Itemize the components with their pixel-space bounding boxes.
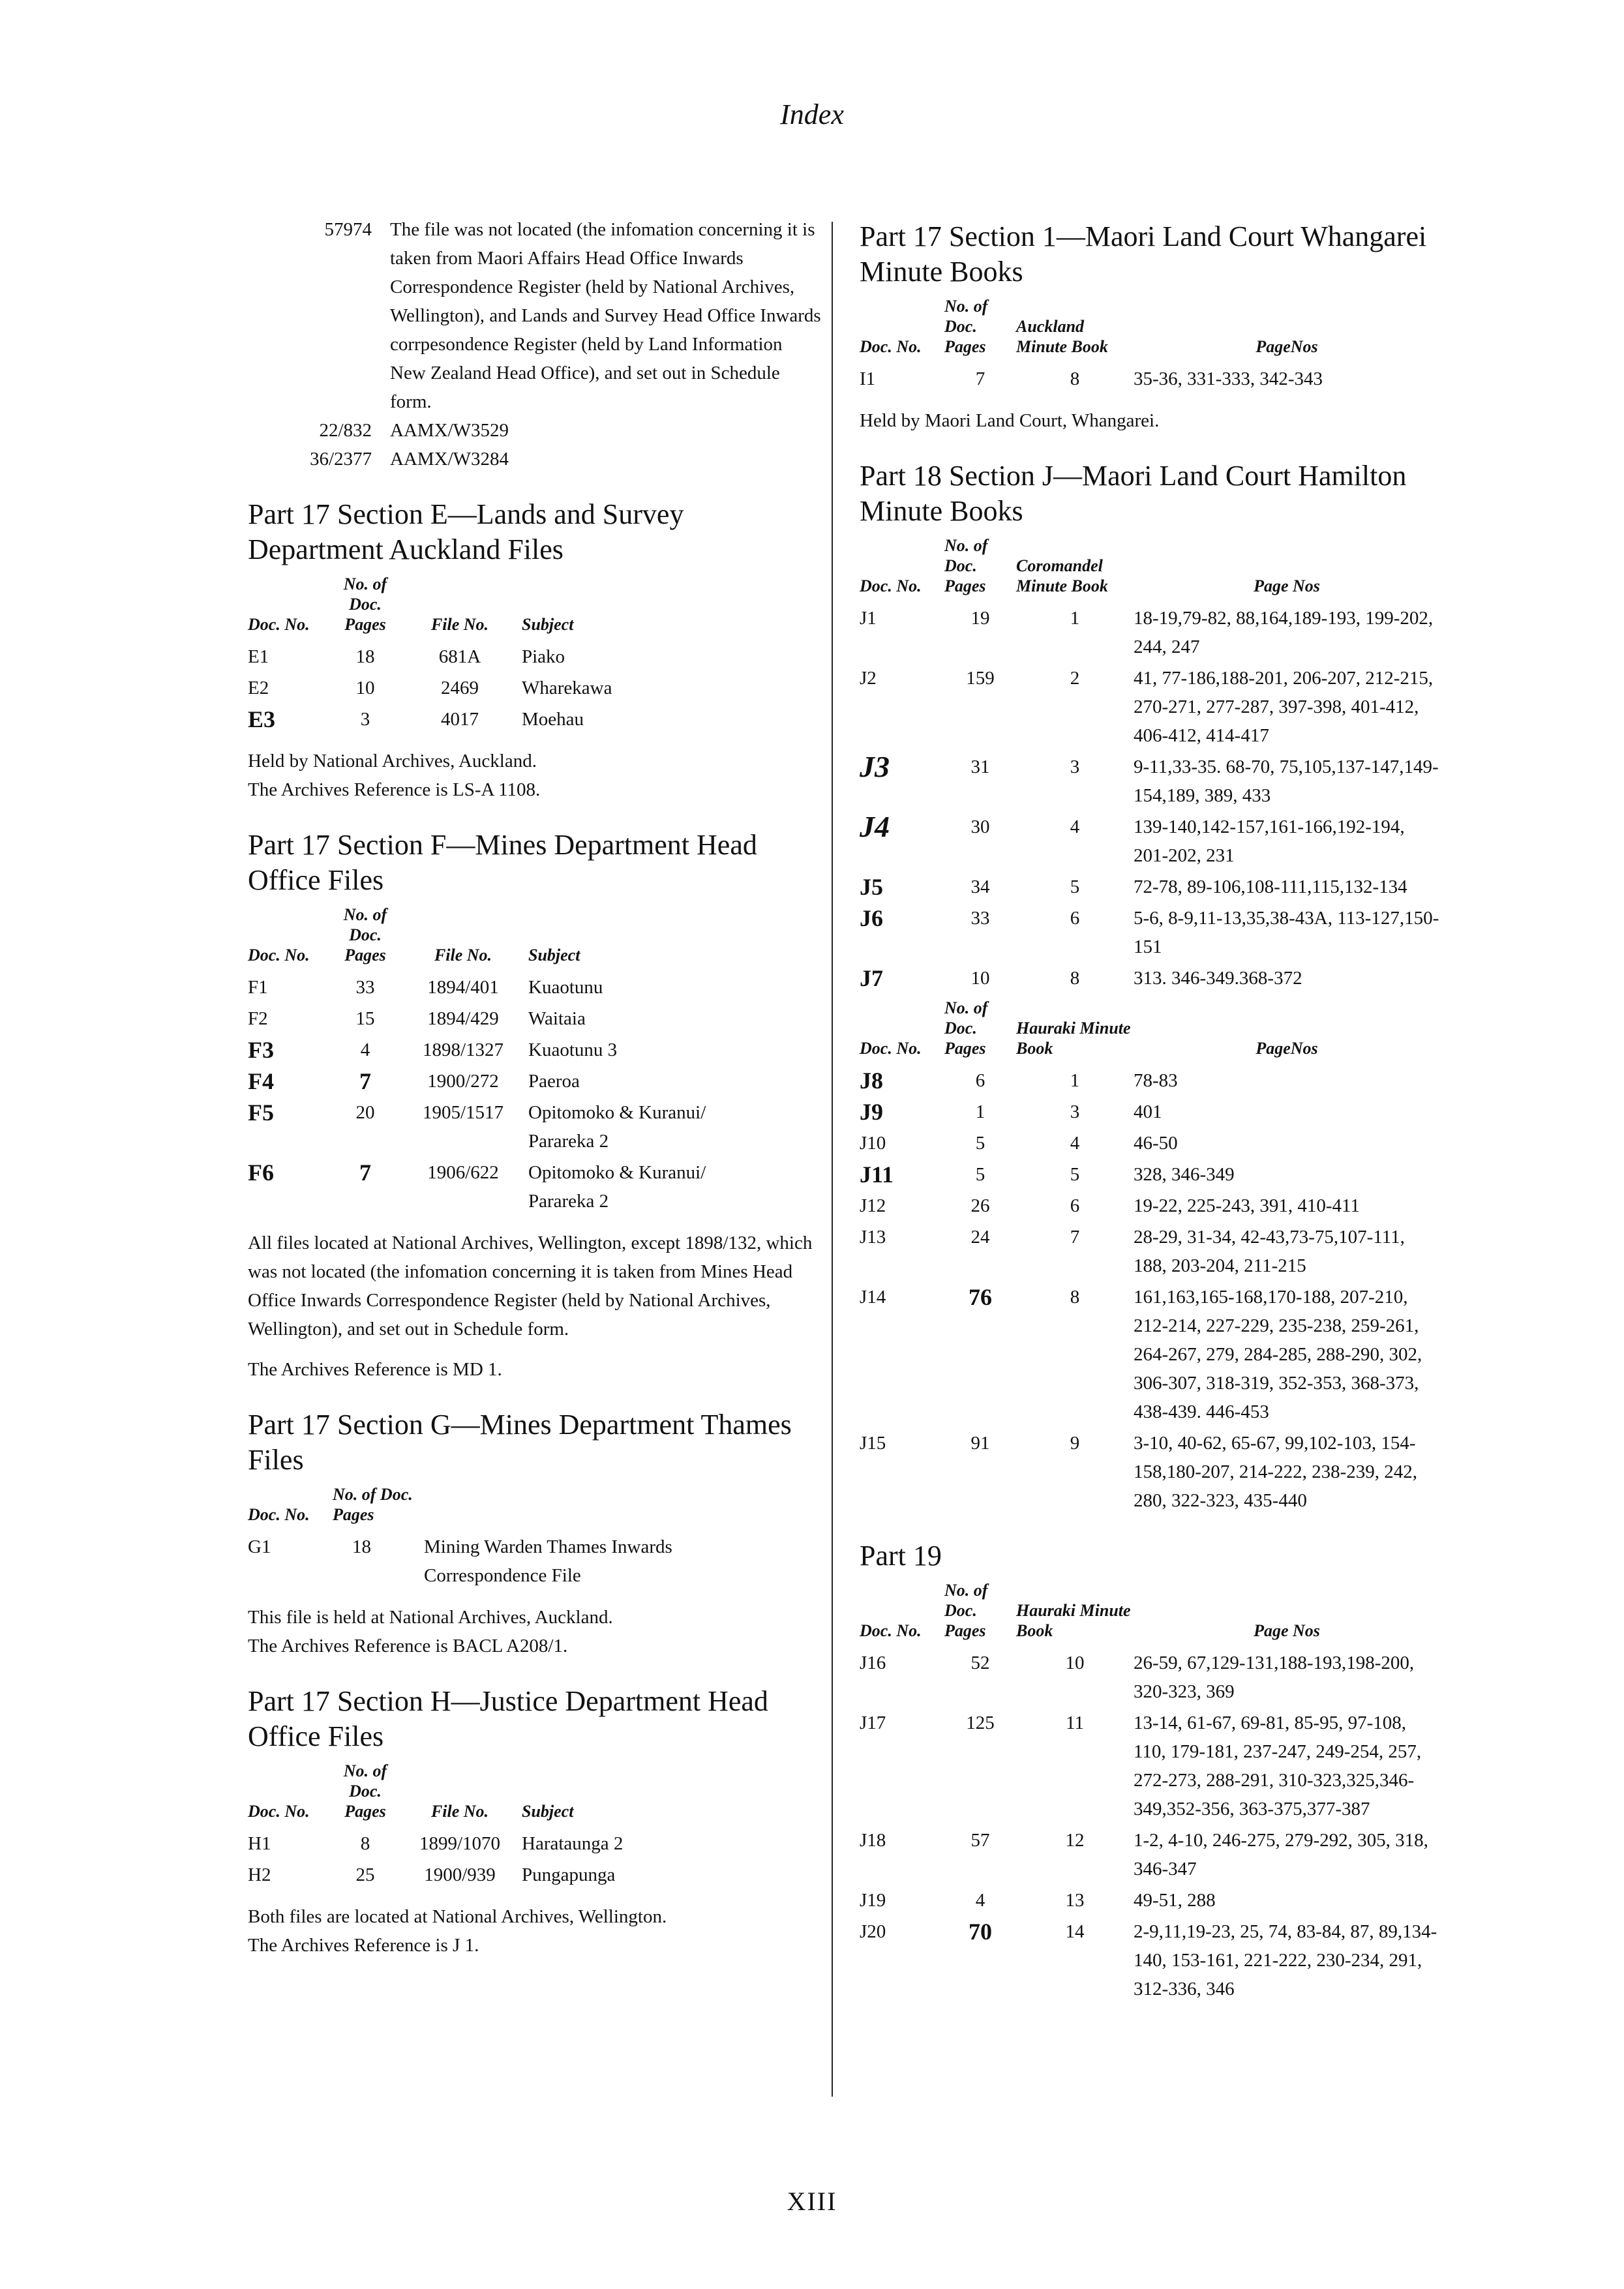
col-header: Hauraki Minute Book [1016, 1019, 1131, 1058]
table-row [248, 972, 763, 1003]
file-no: 4017 [441, 709, 479, 730]
top-notes [248, 215, 822, 473]
doc-no: J19 [860, 1890, 886, 1911]
doc-pages: 18 [355, 646, 375, 667]
section-title: Part 17 Section G—Mines Department Thames Files [248, 1409, 792, 1476]
file-no: 1900/939 [424, 1864, 496, 1885]
page-nos: 3-10, 40-62, 65-67, 99,102-103, 154-158,180-207, 214-222, 238-239, 242, 280, 322-323, 435-440 [1134, 1433, 1417, 1511]
doc-pages: 4 [975, 1890, 985, 1911]
table-row [248, 1066, 763, 1097]
table-row [248, 1157, 763, 1217]
note-id: 57974 [324, 219, 372, 240]
page-nos: 19-22, 225-243, 391, 410-411 [1134, 1195, 1360, 1216]
col-header: Doc. No. [860, 337, 922, 356]
table-row [860, 1885, 1440, 1916]
page-nos: 161,163,165-168,170-188, 207-210, 212-214, 227-229, 235-238, 259-261, 264-267, 279, 284-285, 288-290, 302, 306-307, 318-319, 352-353, 368-373, 438-439. 446-453 [1134, 1287, 1422, 1422]
table-row [860, 1281, 1440, 1428]
table-row [248, 1859, 744, 1891]
doc-no: J18 [860, 1830, 886, 1851]
doc-pages: 18 [352, 1536, 371, 1557]
doc-pages: 10 [970, 968, 990, 989]
col-header: Page Nos [1254, 1621, 1320, 1640]
doc-no: J11 [860, 1161, 894, 1188]
doc-no: J17 [860, 1713, 886, 1733]
doc-pages: 15 [355, 1008, 375, 1029]
table-row [248, 1003, 763, 1034]
note-line: Held by Maori Land Court, Whangarei. [860, 410, 1160, 431]
section-g [248, 1407, 822, 1660]
doc-pages: 25 [355, 1864, 375, 1885]
doc-pages: 125 [966, 1713, 995, 1733]
section-table [248, 1484, 789, 1591]
file-no: 1898/1327 [422, 1040, 504, 1060]
doc-pages: 57 [970, 1830, 990, 1851]
doc-no: J5 [860, 874, 883, 900]
page-nos: 313. 346-349.368-372 [1134, 968, 1302, 989]
table-row [860, 363, 1440, 395]
page-nos: 401 [1134, 1101, 1162, 1122]
doc-no: F6 [248, 1159, 274, 1186]
note-line: The Archives Reference is MD 1. [248, 1359, 502, 1380]
doc-no: J2 [860, 668, 877, 689]
col-header: Doc. No. [248, 1802, 310, 1821]
minute-book: 13 [1065, 1890, 1085, 1911]
note-row [248, 215, 822, 416]
page-nos: 328, 346-349 [1134, 1164, 1235, 1185]
col-header: No. of Doc. Pages [944, 536, 988, 595]
doc-no: J4 [860, 810, 890, 843]
table-row [248, 672, 744, 704]
minute-book: 5 [1070, 876, 1080, 897]
col-header: No. of Doc. Pages [343, 1761, 387, 1821]
minute-book: 1 [1070, 1070, 1080, 1091]
minute-book: 11 [1066, 1713, 1084, 1733]
doc-no: J20 [860, 1921, 886, 1942]
page-nos: 18-19,79-82, 88,164,189-193, 199-202, 244, 247 [1134, 608, 1434, 657]
section-title: Part 18 Section J—Maori Land Court Hamilton Minute Books [860, 460, 1407, 527]
subject: Moehau [522, 709, 584, 730]
col-header: PageNos [1256, 337, 1318, 356]
col-header: Hauraki Minute Book [1016, 1601, 1131, 1640]
minute-book: 4 [1070, 1133, 1080, 1154]
subject: Waitaia [528, 1008, 586, 1029]
col-header: File No. [430, 1802, 489, 1821]
subject: Opitomoko & Kuranui/ Parareka 2 [528, 1162, 706, 1212]
minute-book: 10 [1065, 1653, 1085, 1673]
doc-no: G1 [248, 1536, 271, 1557]
subject: Pungapunga [522, 1864, 616, 1885]
col-header: Doc. No. [248, 1505, 310, 1524]
col-header: File No. [434, 946, 492, 965]
doc-no: F2 [248, 1008, 268, 1029]
col-header: File No. [430, 615, 489, 634]
note-line: This file is held at National Archives, Auckland. [248, 1607, 613, 1628]
doc-pages: 5 [975, 1133, 985, 1154]
minute-book: 9 [1070, 1433, 1080, 1454]
table-row [860, 1428, 1440, 1516]
doc-pages: 91 [970, 1433, 990, 1454]
file-no: 1905/1517 [422, 1102, 504, 1123]
minute-book: 1 [1070, 608, 1080, 629]
subject: Mining Warden Thames Inwards Correspondence File [424, 1536, 672, 1586]
doc-pages: 34 [970, 876, 990, 897]
doc-no: F1 [248, 977, 268, 998]
note-text: AAMX/W3284 [390, 449, 509, 470]
subject: Wharekawa [522, 678, 612, 698]
note-line: Held by National Archives, Auckland. [248, 751, 537, 771]
doc-no: J15 [860, 1433, 886, 1454]
note-line: The Archives Reference is LS-A 1108. [248, 779, 541, 800]
doc-pages: 24 [970, 1227, 990, 1248]
note-id: 36/2377 [309, 449, 372, 470]
doc-pages: 4 [360, 1040, 370, 1060]
table-row [860, 1065, 1440, 1096]
section-f [248, 828, 822, 1384]
subject: Opitomoko & Kuranui/ Parareka 2 [528, 1102, 706, 1152]
minute-book: 3 [1070, 1101, 1080, 1122]
left-column [248, 215, 822, 1960]
section-title: Part 17 Section F—Mines Department Head Office Files [248, 829, 757, 896]
table-row [248, 1097, 763, 1157]
page-nos: 78-83 [1134, 1070, 1178, 1091]
col-header: No. of Doc. Pages [944, 297, 988, 356]
page-header: Index [780, 98, 844, 130]
doc-pages: 3 [360, 709, 370, 730]
note-text: AAMX/W3529 [390, 420, 509, 441]
doc-pages: 30 [970, 816, 990, 837]
note-row [248, 416, 822, 445]
doc-no: H2 [248, 1864, 271, 1885]
page-nos: 139-140,142-157,161-166,192-194, 201-202, 231 [1134, 816, 1405, 866]
doc-pages: 7 [975, 368, 985, 389]
doc-pages: 1 [975, 1101, 985, 1122]
doc-no: I1 [860, 368, 876, 389]
table-row [860, 811, 1440, 871]
col-header: Auckland Minute Book [1016, 317, 1108, 356]
section-note [248, 747, 822, 804]
doc-pages: 8 [360, 1833, 370, 1854]
file-no: 2469 [441, 678, 479, 698]
minute-book: 8 [1070, 368, 1080, 389]
note-row [248, 445, 822, 473]
doc-pages: 7 [359, 1068, 371, 1094]
doc-no: J6 [860, 905, 883, 931]
minute-book: 6 [1070, 908, 1080, 929]
file-no: 1906/622 [427, 1162, 499, 1183]
col-header: Doc. No. [248, 615, 310, 634]
section-title: Part 19 [860, 1540, 942, 1572]
minute-book: 7 [1070, 1227, 1080, 1248]
section-title: Part 17 Section 1—Maori Land Court Whangarei Minute Books [860, 220, 1427, 288]
doc-no: J3 [860, 750, 890, 783]
doc-pages: 6 [975, 1070, 985, 1091]
doc-pages: 76 [969, 1284, 992, 1310]
doc-no: E1 [248, 646, 269, 667]
note-line: Both files are located at National Archives, Wellington. [248, 1906, 667, 1927]
section-table [860, 535, 1440, 1516]
doc-no: E2 [248, 678, 269, 698]
doc-no: J12 [860, 1195, 886, 1216]
minute-book: 3 [1070, 756, 1080, 777]
table-row [248, 704, 744, 735]
doc-no: F5 [248, 1100, 274, 1126]
section-table [248, 574, 744, 735]
col-header: No. of Doc. Pages [944, 1581, 988, 1640]
doc-pages: 10 [355, 678, 375, 698]
minute-book: 6 [1070, 1195, 1080, 1216]
table-row [248, 641, 744, 672]
doc-no: E3 [248, 706, 276, 732]
doc-pages: 33 [970, 908, 990, 929]
col-header [424, 1484, 789, 1531]
doc-no: F3 [248, 1037, 274, 1063]
col-header: Doc. No. [860, 1039, 922, 1058]
section-j [860, 458, 1460, 1516]
subject: Kuaotunu 3 [528, 1040, 618, 1060]
col-header: Page Nos [1254, 576, 1320, 595]
section-table [248, 905, 763, 1217]
col-header: PageNos [1256, 1039, 1318, 1058]
minute-book: 2 [1070, 668, 1080, 689]
right-column [860, 215, 1460, 2005]
section-title: Part 17 Section H—Justice Department Head Office Files [248, 1685, 768, 1752]
col-header: Doc. No. [248, 946, 310, 965]
doc-pages: 20 [355, 1102, 375, 1123]
doc-pages: 5 [975, 1164, 985, 1185]
col-header: Doc. No. [860, 1621, 922, 1640]
subject: Piako [522, 646, 565, 667]
col-header: No. of Doc. Pages [944, 998, 988, 1058]
column-divider [832, 222, 833, 2097]
doc-pages: 159 [966, 668, 995, 689]
table-row [860, 1221, 1440, 1281]
doc-no: F4 [248, 1068, 274, 1094]
note-text: The file was not located (the infomation concerning it is taken from Maori Affairs Head Office Inwards Correspondence Register (held by National Archives, Wellington), and Lands and Survey Head Office Inwards corrpesondence Register (held by Land Information New Zealand Head Office), and set out in Schedule form. [390, 219, 821, 412]
col-header: No. of Doc. Pages [343, 575, 387, 634]
doc-pages: 19 [970, 608, 990, 629]
doc-no: J7 [860, 965, 883, 991]
section-note [860, 406, 1460, 435]
minute-book: 8 [1070, 1287, 1080, 1308]
table-row [860, 1707, 1440, 1825]
table-row [860, 903, 1440, 963]
table-row [860, 1159, 1440, 1190]
col-header: Coromandel Minute Book [1016, 556, 1108, 595]
col-header: Doc. No. [860, 576, 922, 595]
section-h [248, 1684, 822, 1960]
table-row [860, 1096, 1440, 1128]
subject: Kuaotunu [528, 977, 603, 998]
section-e [248, 497, 822, 804]
doc-pages: 26 [970, 1195, 990, 1216]
file-no: 1900/272 [427, 1071, 499, 1092]
doc-no: H1 [248, 1833, 271, 1854]
minute-book: 14 [1065, 1921, 1085, 1942]
file-no: 1899/1070 [419, 1833, 501, 1854]
table-row [248, 1034, 763, 1066]
col-header: Subject [522, 615, 574, 634]
table-row [860, 871, 1440, 903]
note-line: The Archives Reference is BACL A208/1. [248, 1636, 568, 1656]
page-number: XIII [787, 2187, 837, 2216]
doc-no: J9 [860, 1099, 883, 1125]
section-note [248, 1229, 822, 1384]
minute-book: 4 [1070, 816, 1080, 837]
table-row [860, 751, 1440, 811]
doc-pages: 31 [970, 756, 990, 777]
section-title: Part 17 Section E—Lands and Survey Department Auckland Files [248, 498, 684, 565]
doc-no: J16 [860, 1653, 886, 1673]
doc-no: J10 [860, 1133, 886, 1154]
page-nos: 5-6, 8-9,11-13,35,38-43A, 113-127,150-151 [1134, 908, 1439, 957]
section-note [248, 1902, 822, 1960]
table-row [248, 1531, 789, 1591]
page-nos: 72-78, 89-106,108-111,115,132-134 [1134, 876, 1407, 897]
table-row [860, 1190, 1440, 1221]
section-i [860, 219, 1460, 435]
table-row [860, 1128, 1440, 1159]
section-part19 [860, 1538, 1460, 2005]
section-table [860, 1580, 1440, 2005]
file-no: 1894/429 [427, 1008, 499, 1029]
table-row [248, 1828, 744, 1859]
page-nos: 49-51, 288 [1134, 1890, 1216, 1911]
note-line: All files located at National Archives, Wellington, except 1898/132, which was not located (the infomation concerning it is taken from Mines Head Office Inwards Correspondence Register (held by National Archives, Wellington), and set out in Schedule form. [248, 1233, 813, 1339]
table-row [860, 1647, 1440, 1707]
doc-pages: 33 [355, 977, 375, 998]
subject: Paeroa [528, 1071, 580, 1092]
doc-no: J8 [860, 1068, 883, 1094]
page-nos: 26-59, 67,129-131,188-193,198-200, 320-323, 369 [1134, 1653, 1415, 1702]
section-note [248, 1603, 822, 1660]
table-row [860, 1825, 1440, 1885]
page-nos: 41, 77-186,188-201, 206-207, 212-215, 270-271, 277-287, 397-398, 401-412, 406-412, 414-417 [1134, 668, 1434, 746]
section-table [860, 296, 1440, 395]
section-table [248, 1761, 744, 1891]
subject: Harataunga 2 [522, 1833, 624, 1854]
doc-pages: 52 [970, 1653, 990, 1673]
page-nos: 35-36, 331-333, 342-343 [1134, 368, 1323, 389]
doc-no: J14 [860, 1287, 886, 1308]
table-row [860, 603, 1440, 663]
file-no: 1894/401 [427, 977, 499, 998]
page-nos: 46-50 [1134, 1133, 1178, 1154]
doc-no: J13 [860, 1227, 886, 1248]
doc-pages: 7 [359, 1159, 371, 1186]
col-header: Subject [528, 946, 580, 965]
note-line: The Archives Reference is J 1. [248, 1935, 479, 1956]
doc-pages: 70 [969, 1919, 992, 1945]
minute-book: 5 [1070, 1164, 1080, 1185]
table-row [860, 963, 1440, 994]
minute-book: 12 [1065, 1830, 1085, 1851]
note-id: 22/832 [319, 420, 372, 441]
page-nos: 13-14, 61-67, 69-81, 85-95, 97-108, 110, 179-181, 237-247, 249-254, 257, 272-273, 288-291, 310-323,325,346-349,352-356, 363-375,377-387 [1134, 1713, 1422, 1819]
col-header: Subject [522, 1802, 574, 1821]
col-header: No. of Doc. Pages [343, 905, 387, 965]
page-nos: 2-9,11,19-23, 25, 74, 83-84, 87, 89,134-140, 153-161, 221-222, 230-234, 291, 312-336, 346 [1134, 1921, 1437, 1999]
doc-no: J1 [860, 608, 877, 629]
page-nos: 1-2, 4-10, 246-275, 279-292, 305, 318, 346-347 [1134, 1830, 1428, 1879]
file-no: 681A [438, 646, 481, 667]
table-row [860, 1916, 1440, 2005]
page-nos: 28-29, 31-34, 42-43,73-75,107-111, 188, 203-204, 211-215 [1134, 1227, 1405, 1276]
page-nos: 9-11,33-35. 68-70, 75,105,137-147,149-154,189, 389, 433 [1134, 756, 1439, 806]
table-row [860, 663, 1440, 751]
col-header: No. of Doc. Pages [333, 1485, 413, 1524]
minute-book: 8 [1070, 968, 1080, 989]
